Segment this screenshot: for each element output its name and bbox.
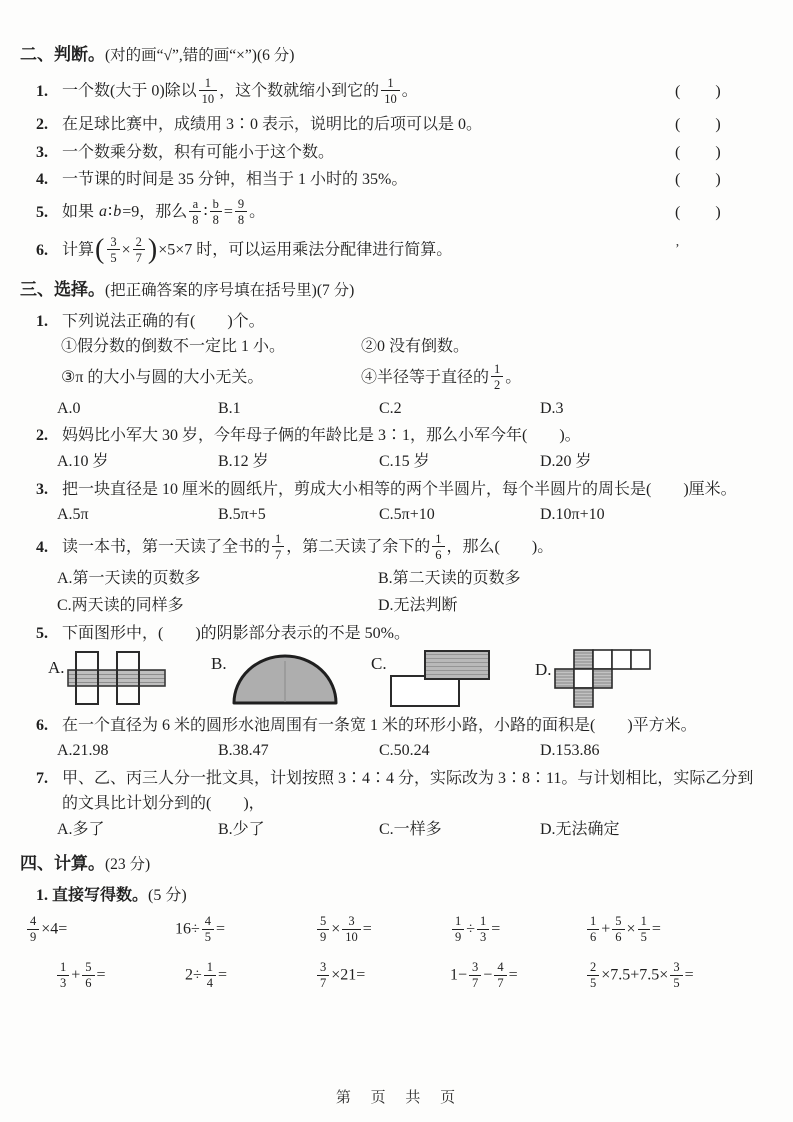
options-row — [57, 398, 773, 420]
choice-question-1 — [20, 311, 773, 420]
math-text: = — [223, 203, 233, 221]
fraction — [235, 197, 247, 227]
math-text: 如果 — [62, 203, 99, 221]
math-text: + — [601, 920, 611, 938]
question-number: 6. — [36, 241, 48, 259]
math-text: + — [71, 966, 81, 984]
expression[interactable] — [55, 960, 185, 992]
math-text: ，那么( )。 — [446, 538, 554, 556]
judge-item-4 — [20, 169, 773, 191]
fraction — [477, 914, 489, 944]
fraction-denominator: 5 — [110, 250, 117, 265]
math-text: ，第二天读了余下的 — [286, 538, 431, 556]
question-number: 4. — [36, 539, 48, 557]
option-c[interactable]: C.一样多 — [379, 820, 442, 838]
option-c[interactable]: C.50.24 — [379, 742, 430, 760]
fraction-denominator: 3 — [480, 930, 487, 945]
math-text: 把一块直径是 10 厘米的圆纸片，剪成大小相等的两个半圆片，每个半圆片的周长是( )厘米。 — [62, 480, 737, 498]
math-text: 一个数(大于 0)除以 — [62, 82, 197, 100]
fraction-numerator: 1 — [57, 960, 69, 976]
expression[interactable] — [585, 914, 661, 946]
subsection-note: (5 分) — [148, 886, 187, 904]
fraction-denominator: 2 — [494, 377, 501, 392]
expression[interactable] — [450, 914, 585, 946]
option-b[interactable]: B.12 岁 — [218, 453, 269, 471]
statement-1 — [61, 336, 361, 358]
answer-bracket[interactable]: ( ) — [675, 115, 722, 133]
expression[interactable] — [175, 914, 315, 946]
fraction-numerator: 1 — [587, 914, 599, 930]
choice-question-3 — [20, 479, 773, 526]
fraction-numerator: a — [189, 197, 201, 213]
option-a[interactable]: A.21.98 — [57, 742, 109, 760]
fraction — [57, 960, 69, 990]
fraction-denominator: 10 — [345, 930, 358, 945]
choice-title: 三、选择。 — [20, 279, 105, 299]
math-text: =9，那么 — [122, 203, 188, 221]
fraction-denominator: 6 — [590, 930, 597, 945]
fraction — [452, 914, 464, 944]
fraction-numerator: 3 — [670, 960, 682, 976]
math-text: ①假分数的倒数不一定比 1 小。 — [61, 338, 286, 356]
fraction-denominator: 8 — [237, 212, 245, 227]
fraction — [272, 532, 284, 562]
option-d[interactable]: D.20 岁 — [540, 453, 592, 471]
question-number: 1. — [36, 312, 48, 330]
figure-label-a: A. — [48, 657, 65, 677]
answer-bracket[interactable]: ( ) — [675, 83, 722, 101]
calc-note: (23 分) — [105, 855, 151, 873]
expression[interactable] — [25, 914, 175, 946]
fraction-denominator: 9 — [320, 930, 327, 945]
fraction-denominator: 8 — [212, 212, 219, 227]
fraction-denominator: 5 — [590, 976, 597, 991]
question-number: 7. — [36, 769, 48, 787]
judge-title: 二、判断。 — [20, 45, 105, 64]
question-number: 4. — [36, 171, 48, 189]
options-row — [57, 740, 773, 762]
question-number: 6. — [36, 716, 48, 734]
figure-option-b[interactable] — [211, 649, 371, 707]
fraction-numerator: 1 — [199, 76, 218, 92]
fraction — [82, 960, 94, 990]
options-row-cd — [57, 595, 773, 617]
question-stem — [62, 532, 773, 564]
option-d[interactable]: D.153.86 — [540, 742, 600, 760]
math-text: ×7.5+7.5× — [601, 966, 669, 984]
fraction — [638, 914, 650, 944]
fraction — [491, 362, 503, 392]
figure-label-d: D. — [535, 659, 552, 679]
fraction — [189, 197, 201, 227]
expression[interactable] — [450, 960, 585, 992]
question-text — [62, 76, 675, 108]
option-c[interactable]: C.15 岁 — [379, 453, 430, 471]
answer-bracket[interactable]: ( ) — [675, 203, 722, 221]
math-text: = — [362, 920, 372, 938]
math-text: 1− — [450, 966, 468, 984]
question-stem — [62, 479, 773, 501]
math-text: 下面图形中，( )的阴影部分表示的不是 50%。 — [62, 625, 410, 642]
fraction-numerator: 2 — [133, 235, 145, 251]
option-b[interactable]: B.38.47 — [218, 742, 269, 760]
fraction — [381, 76, 400, 106]
judge-item-6 — [20, 235, 773, 267]
question-number: 5. — [36, 625, 48, 642]
figure-c-overlapping-rectangles — [389, 649, 493, 709]
math-text: 计算 — [62, 241, 95, 259]
fraction — [494, 960, 506, 990]
options-row — [57, 504, 773, 526]
math-text: 16÷ — [175, 920, 200, 938]
expression[interactable] — [185, 960, 315, 992]
figure-option-c[interactable] — [371, 649, 535, 709]
fraction-numerator: 5 — [82, 960, 94, 976]
question-number: 3. — [36, 480, 48, 498]
fraction-denominator: 4 — [206, 976, 214, 991]
fraction-numerator: 1 — [432, 532, 444, 548]
options-row-ab — [57, 568, 773, 590]
question-stem — [62, 623, 773, 645]
fraction-numerator: 1 — [491, 362, 503, 378]
fraction-denominator: 9 — [455, 930, 462, 945]
calc-section-heading — [20, 853, 773, 876]
calc-title: 四、计算。 — [20, 853, 105, 873]
answer-bracket[interactable]: ( ) — [675, 143, 722, 161]
math-text: = — [216, 920, 226, 938]
fraction — [27, 914, 39, 944]
question-stem — [62, 425, 773, 447]
math-variable: a — [99, 203, 108, 221]
fraction-numerator: 4 — [27, 914, 39, 930]
choice-section-heading — [20, 279, 773, 302]
fraction-denominator: 7 — [472, 976, 479, 991]
fraction-denominator: 6 — [615, 930, 622, 945]
math-text: 。 — [505, 369, 522, 387]
fraction-numerator: 4 — [202, 914, 214, 930]
math-text: ④半径等于直径的 — [361, 369, 490, 387]
math-text: ×5×7 时，可以运用乘法分配律进行简算。 — [158, 241, 453, 259]
fraction-denominator: 7 — [320, 976, 327, 991]
calc-expressions-row-1 — [25, 914, 773, 946]
option-a[interactable]: A.0 — [57, 399, 81, 417]
fraction-denominator: 10 — [201, 91, 215, 106]
fraction-numerator: 2 — [587, 960, 599, 976]
fraction — [670, 960, 682, 990]
fraction-denominator: 5 — [204, 930, 212, 945]
fraction-denominator: 5 — [673, 976, 680, 991]
math-text: 。 — [401, 82, 418, 100]
fraction-numerator: 9 — [235, 197, 247, 213]
subsection-number: 1. — [36, 886, 48, 904]
fraction-denominator: 7 — [275, 547, 282, 562]
fraction — [432, 532, 444, 562]
math-text: 一个数乘分数，积有可能小于这个数。 — [62, 143, 335, 161]
option-a[interactable]: A.10 岁 — [57, 453, 109, 471]
fraction — [202, 914, 214, 944]
judge-item-3 — [20, 142, 773, 164]
subsection-label: 直接写得数。 — [52, 886, 149, 904]
figure-option-d[interactable] — [535, 649, 652, 709]
fraction-denominator: 8 — [192, 212, 199, 227]
math-text: 读一本书，第一天读了全书的 — [62, 538, 271, 556]
math-text: × — [331, 920, 341, 938]
choice-question-7 — [20, 768, 773, 841]
math-text: 妈妈比小军大 30 岁，今年母子俩的年龄比是 3∶1，那么小军今年( )。 — [62, 427, 581, 445]
question-text — [62, 197, 675, 229]
judge-note: (对的画“√”,错的画“×”)(6 分) — [105, 47, 295, 64]
fraction-numerator: 3 — [342, 914, 361, 930]
math-variable: b — [113, 203, 122, 221]
option-d[interactable]: D.3 — [540, 399, 564, 417]
option-c[interactable]: C.5π+10 — [379, 506, 435, 524]
stray-mark: ’ — [675, 242, 681, 258]
math-text: 在一个直径为 6 米的圆形水池周围有一条宽 1 米的环形小路，小路的面积是( )平方米。 — [62, 716, 697, 734]
option-a[interactable]: A.5π — [57, 506, 89, 524]
fraction — [210, 197, 222, 227]
fraction-numerator: 1 — [381, 76, 400, 92]
fraction — [199, 76, 218, 106]
option-d[interactable]: D.无法确定 — [540, 820, 620, 838]
fraction-denominator: 6 — [85, 976, 92, 991]
fraction — [469, 960, 481, 990]
math-text: ∶ — [108, 203, 113, 221]
choice-note: (把正确答案的序号填在括号里)(7 分) — [105, 281, 355, 299]
statement-2 — [361, 336, 773, 358]
math-text: = — [218, 966, 228, 984]
math-text: = — [96, 966, 106, 984]
fraction — [133, 235, 145, 265]
fraction-denominator: 3 — [60, 976, 67, 991]
question-text — [62, 114, 675, 136]
fraction-numerator: 1 — [272, 532, 284, 548]
question-text — [62, 235, 675, 267]
fraction-numerator: 3 — [317, 960, 329, 976]
math-text: ，这个数就缩小到它的 — [219, 82, 380, 100]
big-paren: ( — [95, 234, 105, 266]
fraction-numerator: 1 — [204, 960, 216, 976]
question-stem — [62, 311, 773, 333]
math-text: ②0 没有倒数。 — [361, 338, 470, 356]
fraction — [587, 914, 599, 944]
fraction — [107, 235, 119, 265]
option-c[interactable]: C.两天读的同样多 — [57, 597, 184, 615]
expression[interactable] — [315, 960, 450, 992]
answer-bracket[interactable]: ( ) — [675, 171, 722, 189]
choice-question-6 — [20, 715, 773, 762]
math-text: ③π 的大小与圆的大小无关。 — [61, 369, 264, 387]
fraction-denominator: 7 — [135, 250, 142, 265]
option-b[interactable]: B.第二天读的页数多 — [378, 569, 521, 587]
option-b[interactable]: B.1 — [218, 399, 241, 417]
question-number: 5. — [36, 203, 48, 221]
question-number: 2. — [36, 115, 48, 133]
fraction — [204, 960, 216, 990]
choice-question-4 — [20, 532, 773, 617]
math-text: = — [508, 966, 518, 984]
statement-3 — [61, 367, 361, 389]
fraction-denominator: 6 — [435, 547, 442, 562]
fraction-denominator: 7 — [497, 976, 504, 991]
question-stem — [62, 715, 773, 737]
figure-option-a[interactable] — [48, 649, 211, 707]
option-a[interactable]: A.多了 — [57, 820, 105, 838]
choice-question-2 — [20, 425, 773, 472]
math-text: 一节课的时间是 35 分钟，相当于 1 小时的 35%。 — [62, 171, 408, 189]
judge-section-heading — [20, 44, 773, 67]
expression[interactable] — [585, 960, 694, 992]
math-text: × — [121, 241, 131, 259]
question-number: 1. — [36, 83, 48, 101]
figure-label-b: B. — [211, 653, 227, 673]
math-text: 甲、乙、丙三人分一批文具，计划按照 3∶4∶4 分，实际改为 3∶8∶11。与计划相比，实际乙分到 — [62, 769, 754, 787]
choice-question-5 — [20, 623, 773, 709]
fraction-numerator: 5 — [612, 914, 624, 930]
fraction-numerator: 3 — [107, 235, 119, 251]
fraction — [612, 914, 624, 944]
option-d[interactable]: D.无法判断 — [378, 597, 458, 615]
judge-item-5 — [20, 197, 773, 229]
fraction — [317, 914, 329, 944]
options-row — [57, 451, 773, 473]
option-b[interactable]: B.5π+5 — [218, 506, 266, 524]
statements-row-2 — [61, 362, 773, 394]
statement-4 — [361, 362, 773, 394]
figure-options-row — [48, 649, 773, 709]
judge-item-1 — [20, 76, 773, 108]
math-text: 。 — [249, 203, 266, 221]
math-text: 的文具比计划分到的( )， — [62, 795, 265, 813]
question-number: 3. — [36, 143, 48, 161]
math-text: = — [651, 920, 661, 938]
fraction-numerator: 1 — [452, 914, 464, 930]
math-text: ∶ — [203, 203, 208, 221]
option-b[interactable]: B.少了 — [218, 820, 265, 838]
math-text: 2÷ — [185, 966, 202, 984]
figure-a-box-net — [67, 649, 167, 707]
math-text: 在足球比赛中，成绩用 3∶0 表示，说明比的后项可以是 0。 — [62, 115, 483, 133]
question-stem-line1 — [62, 768, 773, 790]
math-text: = — [491, 920, 501, 938]
fraction — [342, 914, 361, 944]
fraction-numerator: 3 — [469, 960, 481, 976]
fraction-numerator: 1 — [638, 914, 650, 930]
option-d[interactable]: D.10π+10 — [540, 506, 605, 524]
question-text — [62, 142, 675, 164]
fraction-numerator: b — [210, 197, 222, 213]
math-text: − — [483, 966, 493, 984]
fraction-denominator: 9 — [30, 930, 37, 945]
question-stem-line2 — [62, 793, 773, 815]
page-footer: 第 页 共 页 — [335, 1089, 458, 1106]
fraction-numerator: 4 — [494, 960, 506, 976]
question-number: 2. — [36, 427, 48, 445]
fraction — [317, 960, 329, 990]
options-row — [57, 819, 773, 841]
statements-row-1 — [61, 336, 773, 358]
figure-b-semicircle — [229, 649, 341, 707]
math-text: ×4= — [41, 920, 68, 938]
fraction-denominator: 10 — [384, 91, 397, 106]
figure-d-square-net — [554, 649, 652, 709]
judge-item-2 — [20, 114, 773, 136]
expression[interactable] — [315, 914, 450, 946]
math-text: × — [626, 920, 636, 938]
fraction-numerator: 1 — [477, 914, 489, 930]
big-paren: ) — [147, 234, 158, 266]
calc-expressions-row-2 — [55, 960, 773, 992]
option-c[interactable]: C.2 — [379, 399, 402, 417]
math-text: = — [684, 966, 694, 984]
question-text — [62, 169, 675, 191]
math-text: 下列说法正确的有( )个。 — [62, 312, 265, 330]
fraction-numerator: 5 — [317, 914, 329, 930]
figure-label-c: C. — [371, 653, 387, 673]
calc-subsection-heading — [36, 885, 773, 907]
fraction-denominator: 5 — [640, 930, 647, 945]
math-text: ×21= — [331, 966, 366, 984]
fraction — [587, 960, 599, 990]
math-text: ÷ — [466, 920, 476, 938]
option-a[interactable]: A.第一天读的页数多 — [57, 569, 201, 587]
